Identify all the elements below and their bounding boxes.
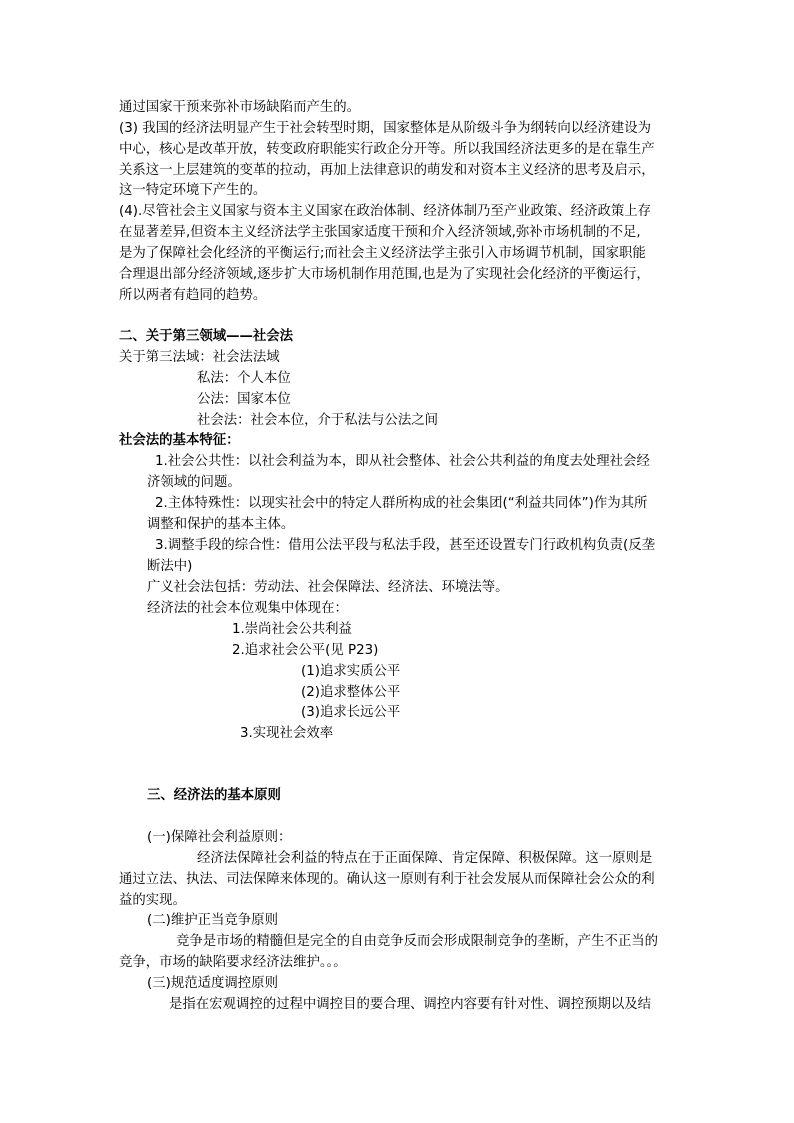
text-line: 3.实现社会效率 [240, 726, 334, 741]
text-line: 3.调整手段的综合性：借用公法平段与私法手段，甚至还设置专门行政机构负责(反垄 [155, 538, 656, 553]
section-heading: 三、经济法的基本原则 [147, 788, 281, 803]
text-line: 所以两者有趋同的趋势。 [119, 288, 267, 303]
text-line: 断法中) [147, 559, 193, 574]
text-line: 在显著差异,但资本主义经济法学主张国家适度干预和介入经济领域,弥补市场机制的不足, [119, 225, 641, 240]
text-line: 广义社会法包括：劳动法、社会保障法、经济法、环境法等。 [147, 580, 509, 595]
text-line: 竞争是市场的精髓但是完全的自由竞争反而会形成限制竞争的垄断，产生不正当的 [176, 934, 659, 949]
text-line: (一)保障社会利益原则： [147, 830, 292, 845]
text-line: 中心，核心是改革开放，转变政府职能实行政企分开等。所以我国经济法更多的是在靠生产 [119, 142, 655, 157]
text-line: 经济法保障社会利益的特点在于正面保障、肯定保障、积极保障。这一原则是 [197, 851, 653, 866]
text-line: 通过国家干预来弥补市场缺陷而产生的。 [119, 100, 361, 115]
text-line: 通过立法、执法、司法保障来体现的。确认这一原则有利于社会发展从而保障社会公众的利 [119, 872, 655, 887]
text-line: (3) 我国的经济法明显产生于社会转型时期，国家整体是从阶级斗争为纲转向以经济建设为 [119, 121, 652, 136]
text-line: 竞争，市场的缺陷要求经济法维护。。。 [119, 955, 347, 970]
text-line: (二)维护正当竞争原则 [147, 913, 278, 928]
text-line: 这一特定环境下产生的。 [119, 183, 267, 198]
text-line: 关于第三法域：社会法法域 [119, 350, 280, 365]
text-line: (2)追求整体公平 [301, 685, 401, 700]
subsection-heading: 社会法的基本特征： [119, 433, 240, 448]
text-line: 经济法的社会本位观集中体现在： [147, 601, 348, 616]
section-heading: 二、关于第三领域——社会法 [119, 329, 294, 344]
text-line: (3)追求长远公平 [301, 705, 401, 720]
text-line: 关系这一上层建筑的变革的拉动，再加上法律意识的萌发和对资本主义经济的思考及启示， [119, 163, 655, 178]
text-line: 2.追求社会公平(见 P23) [232, 643, 379, 658]
text-line: 私法：个人本位 [197, 371, 291, 386]
text-line: 社会法：社会本位，介于私法与公法之间 [197, 413, 439, 428]
text-line: 调整和保护的基本主体。 [147, 517, 295, 532]
text-line: 1.社会公共性：以社会利益为本，即从社会整体、社会公共利益的角度去处理社会经 [155, 454, 650, 469]
text-line: 济领域的问题。 [147, 475, 241, 490]
text-line: 2.主体特殊性：以现实社会中的特定人群所构成的社会集团(“利益共同体”)作为其所 [155, 496, 648, 511]
text-line: 公法：国家本位 [197, 392, 291, 407]
text-line: 益的实现。 [119, 893, 186, 908]
text-line: (4).尽管社会主义国家与资本主义国家在政治体制、经济体制乃至产业政策、经济政策上存 [119, 204, 652, 219]
text-line: 合理退出部分经济领域,逐步扩大市场机制作用范围,也是为了实现社会化经济的平衡运行， [119, 267, 650, 282]
text-line: 1.崇尚社会公共利益 [232, 622, 352, 637]
text-line: (三)规范适度调控原则 [147, 976, 278, 991]
text-line: (1)追求实质公平 [301, 664, 401, 679]
text-line: 是为了保障社会化经济的平衡运行;而社会主义经济法学主张引入市场调节机制，国家职能 [119, 246, 646, 261]
text-line: 是指在宏观调控的过程中调控目的要合理、调控内容要有针对性、调控预期以及结 [169, 997, 652, 1012]
